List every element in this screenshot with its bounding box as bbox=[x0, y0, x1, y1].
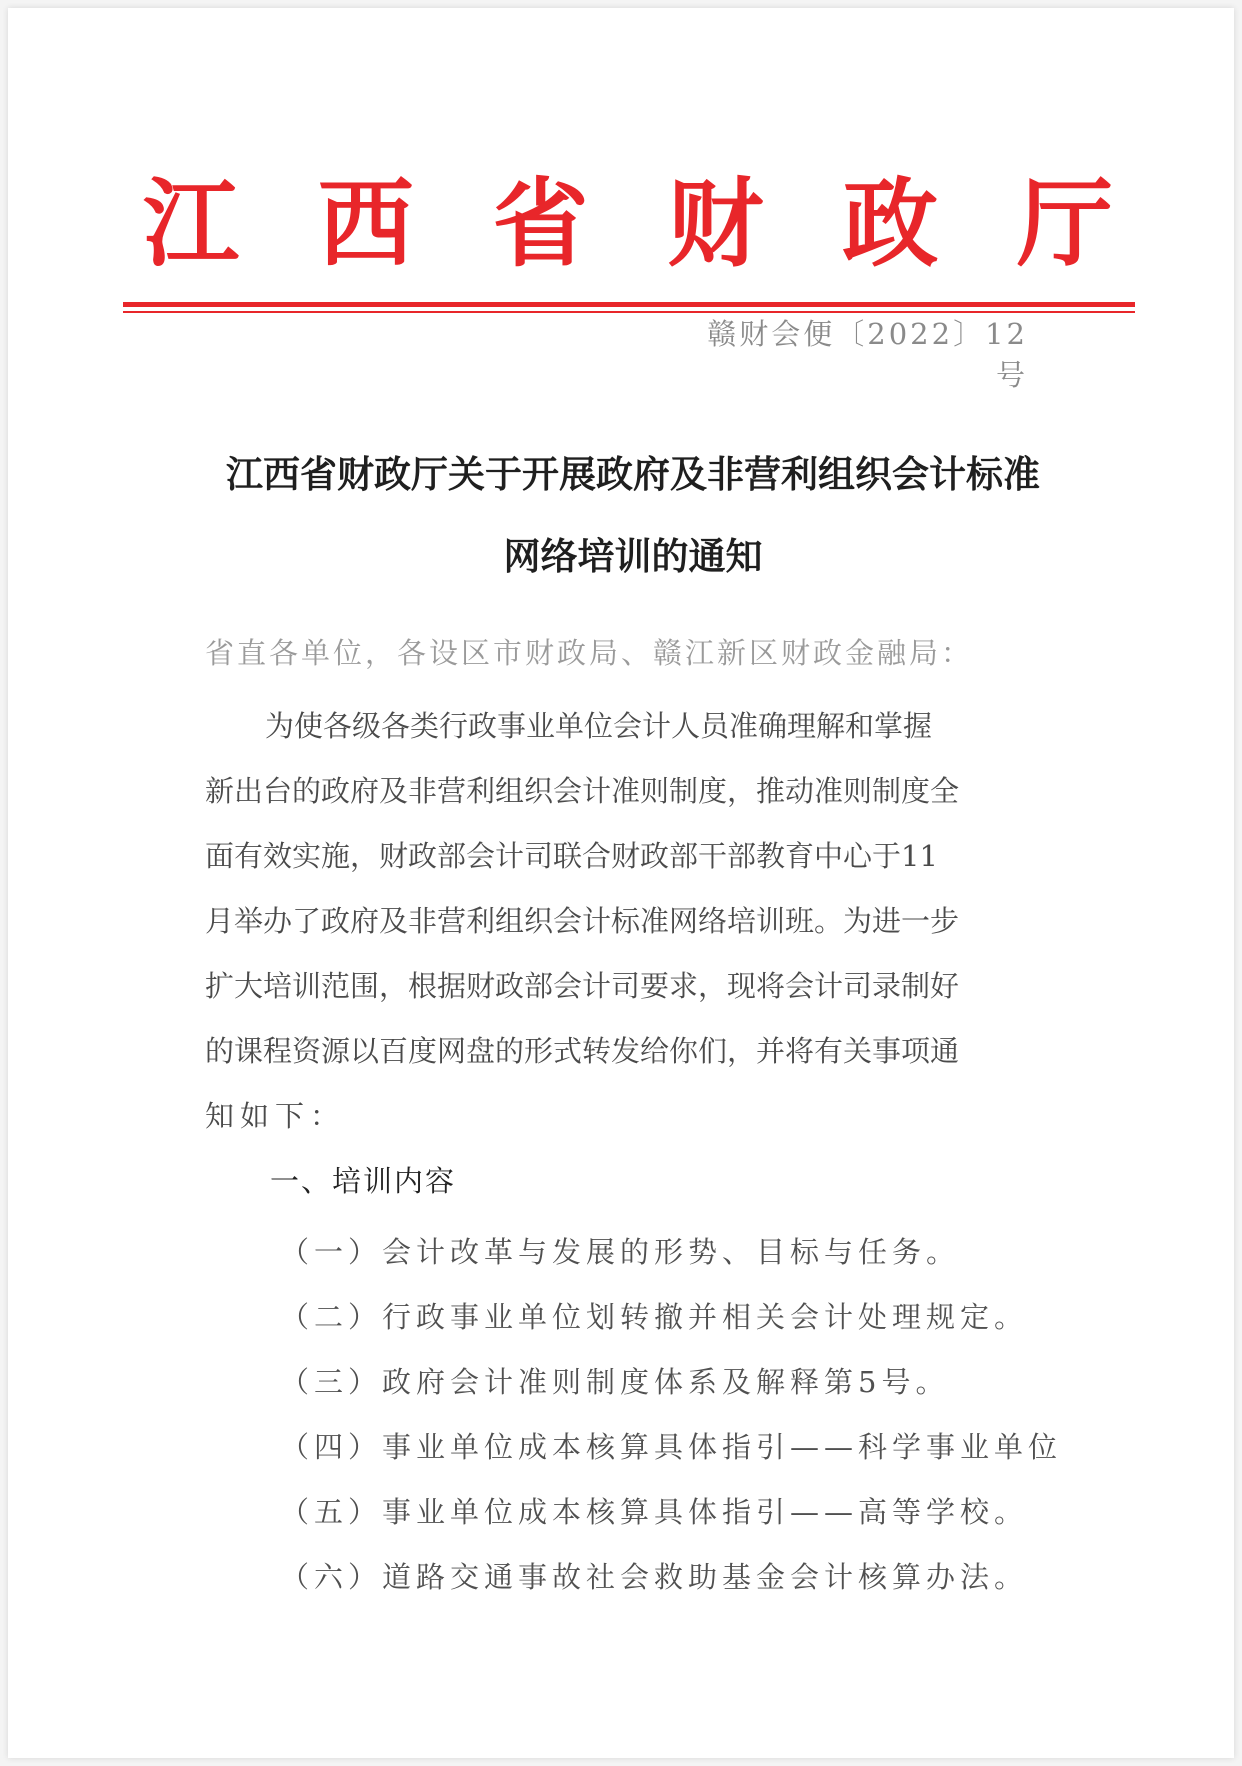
addressee-line: 省直各单位，各设区市财政局、赣江新区财政金融局： bbox=[205, 636, 974, 670]
letterhead-char: 西 bbox=[317, 168, 414, 280]
training-content-list bbox=[280, 1220, 1062, 1610]
list-item: （一）会计改革与发展的形势、目标与任务。 bbox=[280, 1235, 961, 1269]
list-item: （六）道路交通事故社会救助基金会计核算办法。 bbox=[280, 1560, 1029, 1594]
section-heading: 一、培训内容 bbox=[270, 1164, 457, 1198]
document-title-line: 江西省财政厅关于开展政府及非营利组织会计标准 bbox=[226, 452, 1040, 496]
body-line: 新出台的政府及非营利组织会计准则制度，推动准则制度全 bbox=[205, 774, 960, 808]
list-item: （五）事业单位成本核算具体指引——高等学校。 bbox=[280, 1495, 1029, 1529]
document-title-line: 网络培训的通知 bbox=[503, 534, 763, 578]
list-item: （二）行政事业单位划转撤并相关会计处理规定。 bbox=[280, 1300, 1029, 1334]
body-line: 的课程资源以百度网盘的形式转发给你们，并将有关事项通 bbox=[205, 1034, 960, 1068]
letterhead-char: 财 bbox=[667, 168, 764, 280]
body-line: 知如下： bbox=[205, 1099, 346, 1133]
body-line: 月举办了政府及非营利组织会计标准网络培训班。为进一步 bbox=[205, 904, 960, 938]
body-paragraph bbox=[205, 694, 1070, 1149]
body-line: 扩大培训范围，根据财政部会计司要求，现将会计司录制好 bbox=[205, 969, 960, 1003]
document-page bbox=[8, 8, 1234, 1758]
letterhead-title bbox=[143, 168, 1113, 280]
letterhead-char: 厅 bbox=[1016, 168, 1113, 280]
body-line: 为使各级各类行政事业单位会计人员准确理解和掌握 bbox=[265, 709, 933, 743]
list-item: （三）政府会计准则制度体系及解释第5号。 bbox=[280, 1365, 950, 1399]
letterhead-char: 江 bbox=[143, 168, 239, 280]
body-line: 面有效实施，财政部会计司联合财政部干部教育中心于11 bbox=[205, 839, 938, 873]
list-item: （四）事业单位成本核算具体指引——科学事业单位 bbox=[280, 1430, 1063, 1464]
letterhead-rule-thick bbox=[123, 302, 1135, 307]
letterhead-char: 政 bbox=[842, 168, 939, 280]
document-title bbox=[108, 433, 1158, 597]
document-number: 赣财会便〔2022〕12号 bbox=[707, 317, 1028, 392]
letterhead-char: 省 bbox=[492, 168, 589, 280]
